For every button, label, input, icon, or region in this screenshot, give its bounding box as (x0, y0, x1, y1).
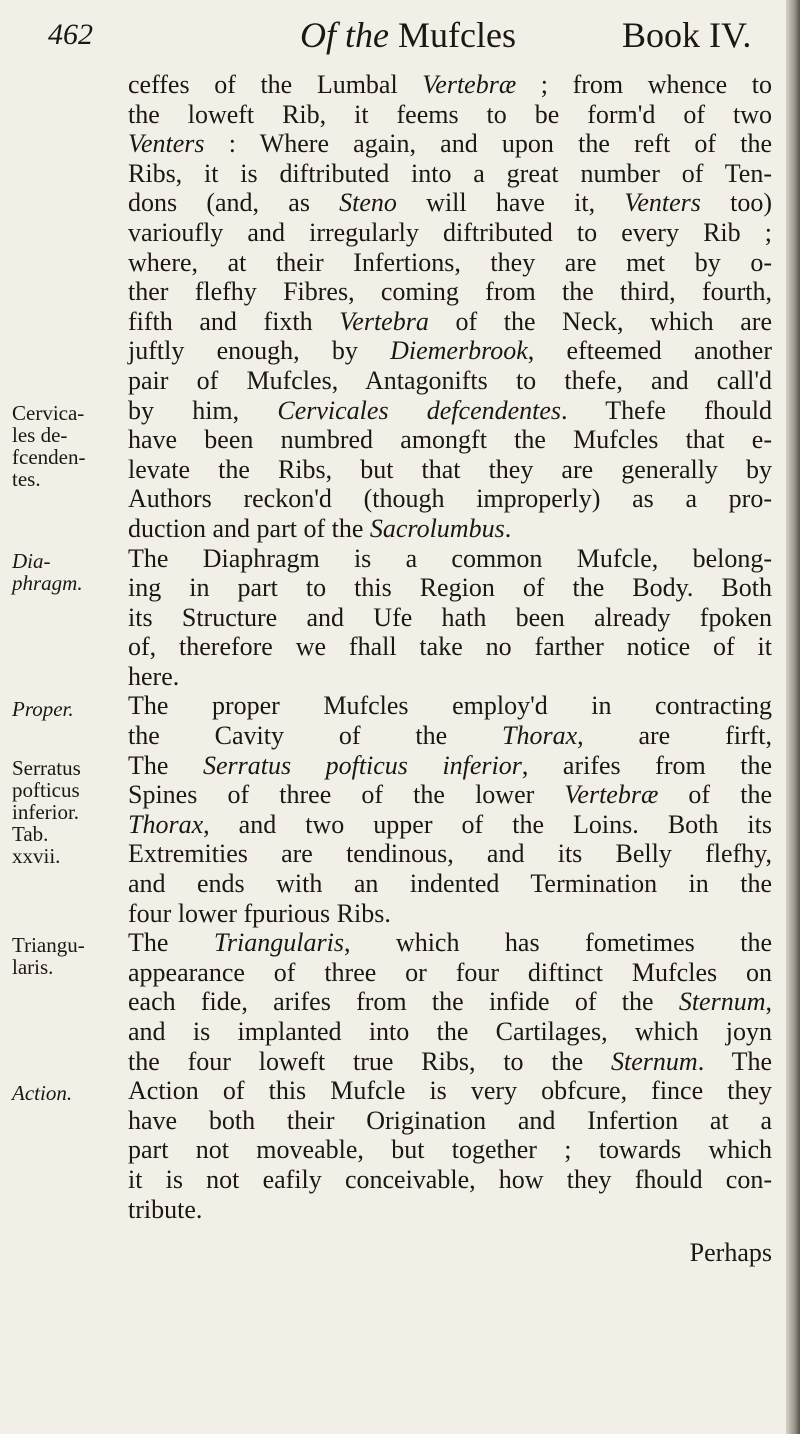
text-line (128, 455, 772, 485)
margin-note-line: Triangu- (12, 933, 85, 958)
text-run: Spines of three of the lower (128, 780, 565, 810)
text-line (128, 869, 772, 899)
running-head (300, 14, 516, 56)
text-line (128, 780, 772, 810)
running-head-italic: Of the (300, 15, 389, 55)
text-line (128, 277, 772, 307)
margin-note-line: Proper. (12, 696, 74, 721)
running-head-roman: Mufcles (397, 15, 516, 55)
text-line (128, 336, 772, 366)
text-line (128, 691, 772, 721)
text-run: , (765, 987, 772, 1017)
page-edge (786, 0, 800, 1434)
text-run: and ends with an indented Termination in the (128, 869, 772, 899)
text-run: Thorax (501, 721, 578, 751)
text-run: of the Neck, which are (428, 306, 772, 336)
text-run: . Thefe fhould (561, 395, 772, 425)
text-run: four lower fpurious Ribs. (128, 898, 391, 928)
text-line (128, 129, 772, 159)
text-line (128, 366, 772, 396)
text-run: . The (697, 1046, 772, 1076)
text-run: each fide, arifes from the infide of the (128, 987, 679, 1017)
margin-note-line: fcenden- (12, 444, 86, 469)
text-run: : Where again, and upon the reft of the (204, 129, 772, 159)
text-line (128, 70, 772, 100)
text-run: The proper Mufcles employ'd in contracting (128, 691, 772, 721)
text-run: Vertebra (339, 306, 429, 336)
page-header (0, 12, 780, 72)
catchword: Perhaps (689, 1238, 772, 1268)
text-run: pair of Mufcles, Antagonifts to thefe, and call'd (128, 365, 772, 395)
margin-note-line: Action. (12, 1081, 73, 1106)
book-label: Book IV. (622, 15, 752, 55)
text-run: levate the Ribs, but that they are generally by (128, 454, 772, 484)
text-line (128, 396, 772, 426)
text-run: , and two upper of the Loins. Both its (203, 809, 772, 839)
text-run: by him, (128, 395, 278, 425)
text-run: Diemerbrook (390, 336, 528, 366)
text-line (128, 1135, 772, 1165)
text-line (128, 307, 772, 337)
text-run: dons (and, as (128, 188, 340, 218)
margin-note-line: pofticus (12, 777, 80, 802)
text-run: ther flefhy Fibres, coming from the third, fourth, (128, 277, 772, 307)
text-line (128, 632, 772, 662)
text-run: Thorax (128, 809, 204, 839)
text-run: ; from whence to (516, 70, 772, 99)
text-run: Action of this Mufcle is very obfcure, fince they (128, 1076, 772, 1106)
text-run: Steno (339, 188, 397, 218)
text-run: the four loweft true Ribs, to the (128, 1046, 612, 1076)
text-run: too) (700, 188, 772, 218)
text-line (128, 248, 772, 278)
margin-note-line: Serratus (12, 755, 81, 780)
text-run: its Structure and Ufe hath been already fpoken (128, 602, 772, 632)
margin-note-line: Cervica- (12, 400, 85, 425)
text-line (128, 899, 772, 929)
text-run: part not moveable, but together ; towards which (128, 1135, 772, 1165)
text-run: Serratus pofticus inferior (202, 750, 522, 780)
margin-note-line: les de- (12, 422, 68, 447)
text-line (128, 1195, 772, 1225)
margin-note-line: Tab. (12, 821, 49, 846)
text-run: , arifes from the (521, 750, 772, 780)
text-run: Vertebræ (422, 70, 517, 99)
text-run: Sternum (611, 1046, 698, 1076)
margin-note-line: Dia- (12, 548, 51, 573)
margin-note-serratus (12, 757, 120, 867)
text-run: tribute. (128, 1194, 203, 1224)
text-run: ceffes of the Lumbal (128, 70, 423, 99)
text-run: Triangularis (213, 928, 344, 958)
margin-note-diaphragm (12, 550, 120, 594)
margin-note-line: phragm. (12, 570, 83, 595)
text-run: of the (658, 780, 772, 810)
text-run: Venters (128, 129, 205, 159)
text-line (128, 573, 772, 603)
text-run: ing in part to this Region of the Body. Both (128, 573, 772, 603)
text-run: The (128, 928, 214, 958)
text-run: fifth and fixth (128, 306, 340, 336)
text-run: Sacrolumbus (369, 513, 505, 543)
margin-note-triangularis (12, 934, 120, 978)
text-run: Sternum (678, 987, 766, 1017)
margin-note-proper (12, 698, 120, 720)
text-line (128, 928, 772, 958)
text-run: , which has fometimes the (343, 928, 773, 958)
text-run: have been numbred amongft the Mufcles that e- (128, 425, 772, 455)
text-line (128, 721, 772, 751)
text-run: varioufly and irregularly diftributed to every Rib ; (128, 217, 772, 247)
text-run: Authors reckon'd (though improperly) as a pro- (128, 484, 772, 514)
margin-note-cervicales (12, 402, 120, 490)
text-run: it is not eafily conceivable, how they fhould con- (128, 1164, 772, 1194)
text-run: here. (128, 661, 180, 691)
text-line (128, 100, 772, 130)
text-line (128, 958, 772, 988)
text-run: , efteemed another (527, 336, 772, 366)
text-run: juftly enough, by (128, 336, 391, 366)
text-line (128, 810, 772, 840)
text-run: where, at their Infertions, they are met by o- (128, 247, 772, 277)
text-run: the Cavity of the (128, 721, 502, 751)
text-line (128, 1047, 772, 1077)
body-text (128, 70, 772, 1268)
text-run: . (504, 513, 512, 543)
text-line (128, 1076, 772, 1106)
text-run: , are firft, (577, 721, 772, 751)
text-run: the loweft Rib, it feems to be form'd of two (128, 99, 772, 129)
text-line (128, 159, 772, 189)
text-line (128, 839, 772, 869)
text-run: duction and part of the (128, 513, 370, 543)
page-number: 462 (48, 18, 93, 51)
text-line (128, 1106, 772, 1136)
text-line (128, 751, 772, 781)
text-line (128, 662, 772, 692)
text-run: Extremities are tendinous, and its Belly flefhy, (128, 839, 772, 869)
text-run: The Diaphragm is a common Mufcle, belong- (128, 543, 772, 573)
text-run: have both their Origination and Infertion at a (128, 1105, 772, 1135)
margin-note-action (12, 1082, 120, 1104)
text-line (128, 218, 772, 248)
text-run: will have it, (396, 188, 625, 218)
text-run: Vertebræ (564, 780, 659, 810)
text-run: appearance of three or four diftinct Mufcles on (128, 957, 772, 987)
text-line (128, 514, 772, 544)
text-line (128, 603, 772, 633)
text-run: The (128, 750, 203, 780)
text-line (128, 425, 772, 455)
text-line (128, 1165, 772, 1195)
margin-note-line: tes. (12, 466, 41, 491)
text-line (128, 188, 772, 218)
text-line (128, 544, 772, 574)
text-run: Ribs, it is diftributed into a great number of Ten- (128, 158, 772, 188)
text-run: Venters (624, 188, 701, 218)
margin-note-line: xxvii. (12, 843, 61, 868)
text-run: Cervicales defcendentes (277, 395, 562, 425)
text-line (128, 1017, 772, 1047)
text-run: and is implanted into the Cartilages, which joyn (128, 1017, 772, 1046)
margin-note-line: laris. (12, 955, 54, 980)
margin-note-line: inferior. (12, 799, 80, 824)
text-line (128, 987, 772, 1017)
text-line (128, 484, 772, 514)
text-run: of, therefore we fhall take no farther notice of it (128, 632, 772, 662)
